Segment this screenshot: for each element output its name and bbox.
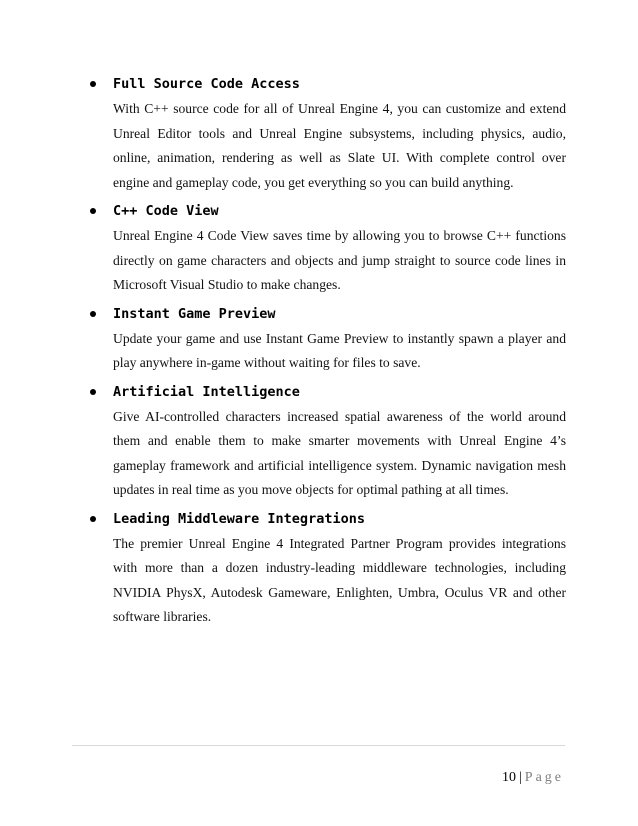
feature-heading xyxy=(86,73,566,95)
page-label: Page xyxy=(524,770,564,785)
feature-item-code-view xyxy=(86,200,566,298)
feature-description: Give AI-controlled characters increased spatial awareness of the world around them and enable them to make smarter movements with Unreal Engine 4’s gameplay framework and artificial intelligence system. Dynamic navigation mesh updates in real time as you move objects for optimal pathing at all times. xyxy=(113,408,566,497)
feature-title: Instant Game Preview xyxy=(113,305,276,322)
feature-heading xyxy=(86,381,566,403)
bullet-icon xyxy=(90,311,96,317)
feature-title: Artificial Intelligence xyxy=(113,383,300,400)
feature-heading xyxy=(86,200,566,222)
feature-item-middleware-integrations xyxy=(86,508,566,630)
feature-item-artificial-intelligence xyxy=(86,381,566,503)
feature-heading xyxy=(86,303,566,325)
bullet-icon xyxy=(90,516,96,522)
bullet-icon xyxy=(90,81,96,87)
bullet-icon xyxy=(90,389,96,395)
page-separator: | xyxy=(518,770,522,785)
feature-description: With C++ source code for all of Unreal Engine 4, you can customize and extend Unreal Editor tools and Unreal Engine subsystems, including physics, audio, online, animation, rendering as well as Slate UI. With complete control over engine and gameplay code, you get everything so you can build anything. xyxy=(113,101,566,190)
feature-description: The premier Unreal Engine 4 Integrated Partner Program provides integrations with more than a dozen industry-leading middleware technologies, including NVIDIA PhysX, Autodesk Gameware, Enlighten, Umbra, Oculus VR and other software libraries. xyxy=(113,535,566,624)
feature-item-instant-game-preview xyxy=(86,303,566,376)
feature-list xyxy=(86,73,566,635)
bullet-icon xyxy=(90,208,96,214)
feature-title: Leading Middleware Integrations xyxy=(113,510,365,527)
feature-title: C++ Code View xyxy=(113,203,219,219)
feature-description: Unreal Engine 4 Code View saves time by allowing you to browse C++ functions directly on game characters and objects and jump straight to source code lines in Microsoft Visual Studio to make changes. xyxy=(113,228,566,292)
feature-item-full-source-code-access xyxy=(86,73,566,195)
feature-heading xyxy=(86,508,566,530)
page-number-footer xyxy=(502,770,564,786)
feature-description: Update your game and use Instant Game Preview to instantly spawn a player and play anywhere in-game without waiting for files to save. xyxy=(113,330,566,370)
page-number: 10 xyxy=(501,770,516,785)
feature-title: Full Source Code Access xyxy=(113,76,300,92)
footer-divider xyxy=(72,745,565,746)
